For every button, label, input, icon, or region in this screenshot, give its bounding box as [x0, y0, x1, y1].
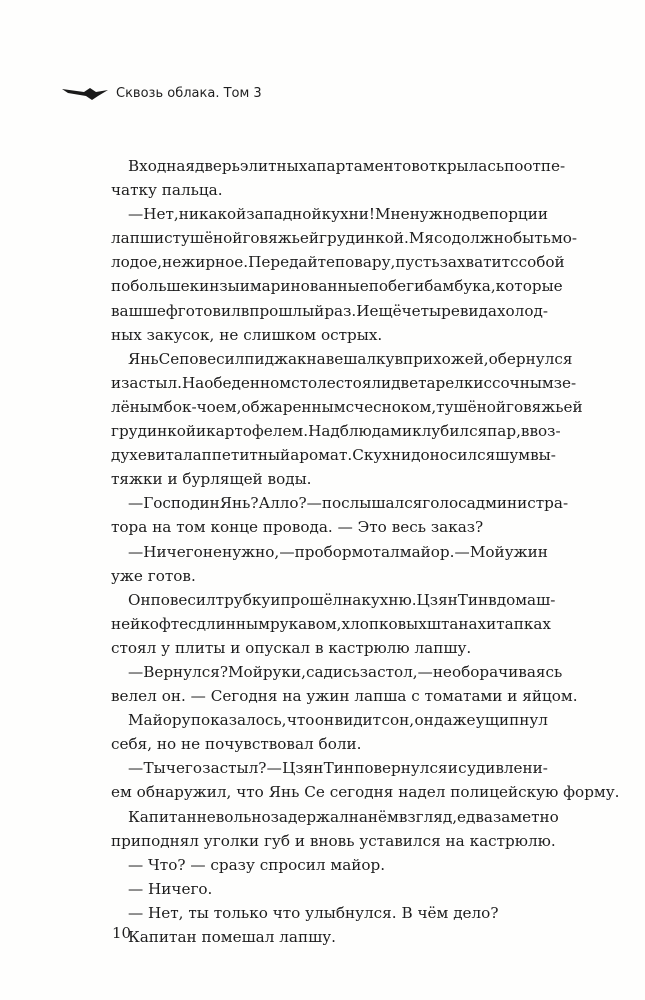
word: — — [128, 542, 144, 561]
word: дверь — [194, 157, 240, 175]
word: Капитан — [128, 807, 197, 826]
text-line — [111, 708, 548, 732]
word: маринованные — [249, 277, 369, 296]
word: садись — [305, 662, 360, 681]
word: пиджак — [244, 349, 307, 368]
word: послышался — [321, 494, 423, 513]
word: захватит — [439, 253, 511, 272]
word: повесил — [150, 590, 216, 609]
word: весь — [391, 518, 427, 537]
word: сегодня — [329, 783, 394, 802]
word: отпе- — [523, 157, 566, 175]
word: кухни — [363, 446, 412, 465]
word: с — [188, 614, 197, 633]
word: и — [294, 831, 305, 850]
text-line — [111, 202, 548, 226]
word: Цзян — [416, 590, 458, 609]
word: грудинкой — [111, 422, 196, 441]
text-line — [111, 564, 548, 588]
text-line — [111, 515, 548, 539]
word: ужин — [306, 687, 350, 706]
word: Ты — [143, 759, 166, 778]
word: но — [156, 735, 177, 754]
word: кухни! — [321, 205, 375, 224]
word: и — [270, 590, 281, 609]
text-line — [111, 588, 556, 612]
word: что — [272, 903, 301, 922]
word: аппетитный — [192, 446, 291, 465]
word: не — [202, 542, 222, 561]
word: ваш — [111, 301, 143, 320]
text-line — [111, 154, 566, 178]
word: Мой — [469, 542, 505, 561]
text-line — [111, 612, 551, 636]
word: тора — [111, 518, 148, 537]
word: — — [279, 542, 295, 561]
word: две — [462, 205, 489, 224]
word: домаш- — [496, 590, 556, 609]
word: — — [337, 518, 353, 537]
word: вешалку — [325, 349, 395, 368]
word: по — [504, 157, 524, 175]
word: витал — [146, 446, 193, 465]
text-line — [111, 371, 577, 395]
word: и — [195, 422, 207, 441]
word: быть — [513, 229, 551, 248]
word: велел — [111, 687, 157, 706]
word: стояли — [335, 373, 392, 392]
word: шеф — [142, 301, 178, 320]
word: застыл? — [202, 759, 267, 778]
text-line — [111, 901, 548, 925]
word: ты — [188, 903, 209, 922]
word: ещё — [369, 301, 402, 320]
word: закусок, — [146, 325, 215, 344]
word: Ничего. — [148, 879, 213, 898]
word: Мой — [228, 662, 263, 681]
word: том — [176, 518, 206, 537]
word: прошёл — [280, 590, 343, 609]
word: духе — [111, 446, 147, 465]
word: ных — [111, 325, 142, 344]
word: собой — [518, 253, 565, 272]
word: опускал — [245, 638, 311, 657]
word: лапши — [111, 229, 165, 248]
word: бок-чоем, — [163, 397, 242, 416]
word: тарелки — [418, 373, 484, 392]
word: приподнял — [111, 831, 199, 850]
word: лодое, — [111, 253, 163, 272]
word: две — [391, 373, 419, 392]
word: обжаренным — [241, 397, 346, 416]
word: не — [432, 662, 452, 681]
body-text — [111, 154, 620, 949]
word: аромат. — [290, 446, 353, 465]
word: в — [240, 301, 250, 320]
word: штанах — [426, 614, 487, 633]
word: заметно — [493, 807, 559, 826]
word: с — [483, 373, 493, 392]
word: должно — [451, 229, 514, 248]
word: ем — [111, 783, 132, 802]
word: взгляд, — [398, 807, 458, 826]
text-line — [111, 636, 548, 660]
word: обнаружил, — [136, 783, 232, 802]
word: Сегодня — [210, 687, 278, 706]
word: и — [239, 277, 250, 296]
word: стоял — [111, 638, 157, 657]
word: кастрюлю. — [469, 831, 556, 850]
word: лёным — [111, 397, 164, 416]
word: — — [128, 759, 144, 778]
word: — — [417, 662, 433, 681]
word: кастрюлю — [328, 638, 410, 657]
word: вида — [459, 301, 497, 320]
word: задержал — [270, 807, 349, 826]
word: чатку — [111, 181, 157, 200]
word: сочным — [492, 373, 554, 392]
word: спросил — [259, 855, 326, 874]
word: Цзян — [282, 759, 324, 778]
running-head — [62, 86, 262, 101]
text-line — [111, 684, 578, 708]
text-line — [111, 829, 556, 853]
text-line — [111, 395, 583, 419]
word: хлопковых — [341, 614, 427, 633]
word: побольше — [111, 277, 190, 296]
word: и — [486, 614, 497, 633]
word: столе — [291, 373, 336, 392]
word: форму. — [563, 783, 620, 802]
word: лапша — [354, 687, 407, 706]
word: удивлени- — [466, 759, 548, 778]
word: — — [128, 494, 144, 513]
text-line — [111, 732, 548, 756]
word: в — [394, 349, 404, 368]
word: и — [167, 470, 178, 489]
word: губ — [263, 831, 291, 850]
word: обернулся — [488, 349, 573, 368]
word: рукавом, — [269, 614, 342, 633]
word: дело? — [453, 903, 499, 922]
running-head-title: Сквозь облака. Том 3 — [116, 86, 262, 101]
word: воз- — [529, 422, 561, 441]
word: не — [219, 325, 239, 344]
word: администра- — [466, 494, 569, 513]
text-line — [111, 780, 620, 804]
word: — — [128, 855, 144, 874]
word: с — [458, 759, 467, 778]
word: на — [445, 831, 465, 850]
word: западной — [246, 205, 322, 224]
word: — — [128, 903, 144, 922]
word: Тин — [323, 759, 354, 778]
word: кофте — [140, 614, 189, 633]
word: нужно — [409, 205, 462, 224]
word: острых. — [320, 325, 383, 344]
word: томатами — [424, 687, 503, 706]
word: пальца. — [161, 181, 223, 200]
word: сразу — [210, 855, 255, 874]
word: Се — [304, 783, 325, 802]
word: которые — [495, 277, 563, 296]
word: полицейскую — [450, 783, 559, 802]
word: повернулся — [354, 759, 448, 778]
word: на — [306, 349, 326, 368]
word: Се — [158, 349, 180, 368]
word: уже — [111, 566, 143, 585]
word: Янь? — [219, 494, 259, 513]
word: нём — [367, 807, 399, 826]
word: конце — [210, 518, 258, 537]
word: на — [152, 518, 172, 537]
text-line — [111, 805, 559, 829]
word: лапшу. — [414, 638, 472, 657]
text-line — [111, 323, 548, 347]
word: четыре — [401, 301, 460, 320]
word: с — [345, 397, 355, 416]
word: С — [352, 446, 364, 465]
word: лапшу. — [279, 928, 336, 946]
word: картофелем. — [206, 422, 309, 441]
word: Мясо — [408, 229, 452, 248]
word: пусть — [395, 253, 440, 272]
word: слишком — [243, 325, 317, 344]
word: в — [520, 422, 530, 441]
word: — — [306, 494, 322, 513]
word: Янь — [128, 349, 159, 368]
word: тушёной — [436, 397, 507, 416]
word: и — [507, 687, 518, 706]
word: он — [314, 711, 335, 730]
word: не — [181, 735, 201, 754]
page-number: 10 — [112, 924, 132, 942]
word: на — [348, 807, 368, 826]
word: пробормотал — [294, 542, 400, 561]
word: чесноком, — [354, 397, 437, 416]
word: раз. — [324, 301, 357, 320]
word: — — [266, 759, 282, 778]
word: майор. — [399, 542, 455, 561]
text-line — [111, 877, 548, 901]
word: Что? — [148, 855, 186, 874]
word: яйцом. — [522, 687, 578, 706]
word: улыбнулся. — [305, 903, 397, 922]
word: Нет, — [143, 205, 179, 224]
word: с — [411, 687, 420, 706]
word: нежирное. — [162, 253, 249, 272]
word: В — [401, 903, 413, 922]
word: уголки — [203, 831, 260, 850]
word: элитных — [239, 157, 308, 175]
word: плиты — [174, 638, 226, 657]
word: — — [190, 687, 206, 706]
word: почувствовал — [205, 735, 314, 754]
word: сон, — [381, 711, 415, 730]
word: за — [359, 662, 378, 681]
word: тушёной — [172, 229, 243, 248]
word: холод- — [496, 301, 548, 320]
word: воды. — [267, 470, 312, 489]
word: видит — [334, 711, 382, 730]
word: застыл. — [121, 373, 182, 392]
word: ущипнул — [475, 711, 548, 730]
text-line — [111, 925, 548, 949]
word: повесил — [179, 349, 245, 368]
word: — — [128, 205, 144, 224]
text-line — [111, 178, 548, 202]
word: доносился — [411, 446, 496, 465]
word: он. — [161, 687, 186, 706]
word: что — [286, 711, 315, 730]
word: — — [128, 662, 144, 681]
word: показалось, — [190, 711, 287, 730]
word: оборачиваясь — [451, 662, 563, 681]
word: На — [181, 373, 205, 392]
word: блюдами — [339, 422, 413, 441]
word: надел — [398, 783, 446, 802]
word: трубку — [215, 590, 271, 609]
text-line — [111, 347, 573, 371]
word: тяжки — [111, 470, 163, 489]
word: апартаментов — [307, 157, 420, 175]
word: Мне — [374, 205, 410, 224]
word: говяжьей — [242, 229, 320, 248]
text-line — [111, 540, 548, 564]
bird-silhouette-icon — [62, 87, 108, 101]
word: — — [128, 879, 144, 898]
word: никакой — [178, 205, 247, 224]
word: Капитан — [128, 928, 197, 946]
word: грудинкой. — [319, 229, 409, 248]
word: мо- — [550, 229, 578, 248]
word: он — [414, 711, 434, 730]
word: прошлый — [249, 301, 325, 320]
word: даже — [434, 711, 476, 730]
word: говяжьей — [506, 397, 583, 416]
word: Над — [308, 422, 340, 441]
word: что — [236, 783, 264, 802]
word: Тин — [457, 590, 489, 609]
word: стол, — [377, 662, 418, 681]
word: кухню. — [361, 590, 417, 609]
word: прихожей, — [403, 349, 489, 368]
word: у — [161, 638, 171, 657]
word: бамбука, — [424, 277, 496, 296]
text-line — [111, 443, 556, 467]
word: тапках — [496, 614, 551, 633]
word: боли. — [318, 735, 362, 754]
word: заказ? — [430, 518, 484, 537]
word: зе- — [553, 373, 577, 392]
word: И — [356, 301, 370, 320]
word: Майору — [128, 711, 191, 730]
word: на — [342, 590, 362, 609]
word: готовил — [177, 301, 241, 320]
word: Он — [128, 590, 151, 609]
word: — — [454, 542, 470, 561]
word: чего — [165, 759, 203, 778]
word: вновь — [309, 831, 355, 850]
word: побеги — [368, 277, 425, 296]
word: уставился — [359, 831, 441, 850]
word: порции — [488, 205, 548, 224]
word: Алло? — [258, 494, 307, 513]
word: только — [213, 903, 268, 922]
text-line — [111, 419, 561, 443]
text-line — [111, 756, 548, 780]
text-line — [111, 660, 563, 684]
word: на — [282, 687, 302, 706]
word: Это — [357, 518, 387, 537]
word: и — [230, 638, 241, 657]
word: Вернулся? — [143, 662, 228, 681]
word: Нет, — [148, 903, 184, 922]
word: себя, — [111, 735, 153, 754]
word: с — [164, 229, 173, 248]
text-line — [111, 299, 548, 323]
text-line — [111, 274, 563, 298]
word: готов. — [147, 566, 196, 585]
word: длинным — [196, 614, 270, 633]
word: пар, — [487, 422, 521, 441]
text-line — [111, 853, 548, 877]
word: повару, — [335, 253, 396, 272]
text-line — [111, 250, 565, 274]
word: обеденном — [204, 373, 292, 392]
word: чём — [417, 903, 449, 922]
word: провода. — [262, 518, 333, 537]
word: и — [447, 759, 458, 778]
word: и — [111, 373, 122, 392]
word: шум — [495, 446, 531, 465]
text-line — [111, 226, 578, 250]
word: вы- — [530, 446, 556, 465]
word: невольно — [196, 807, 271, 826]
word: руки, — [262, 662, 306, 681]
word: Входная — [128, 157, 195, 175]
word: Янь — [268, 783, 300, 802]
word: нужно, — [222, 542, 280, 561]
word: кинзы — [189, 277, 240, 296]
word: Ничего — [143, 542, 203, 561]
word: голос — [422, 494, 467, 513]
word: помешал — [201, 928, 275, 946]
text-line — [111, 491, 569, 515]
word: в — [314, 638, 324, 657]
word: бурлящей — [182, 470, 263, 489]
word: едва — [457, 807, 493, 826]
word: ужин — [504, 542, 548, 561]
word: в — [488, 590, 497, 609]
word: майор. — [330, 855, 386, 874]
word: клубился — [412, 422, 488, 441]
word: Господин — [143, 494, 220, 513]
word: — — [190, 855, 206, 874]
word: с — [510, 253, 519, 272]
word: открылась — [419, 157, 505, 175]
word: ней — [111, 614, 141, 633]
text-line — [111, 467, 548, 491]
word: Передайте — [248, 253, 335, 272]
